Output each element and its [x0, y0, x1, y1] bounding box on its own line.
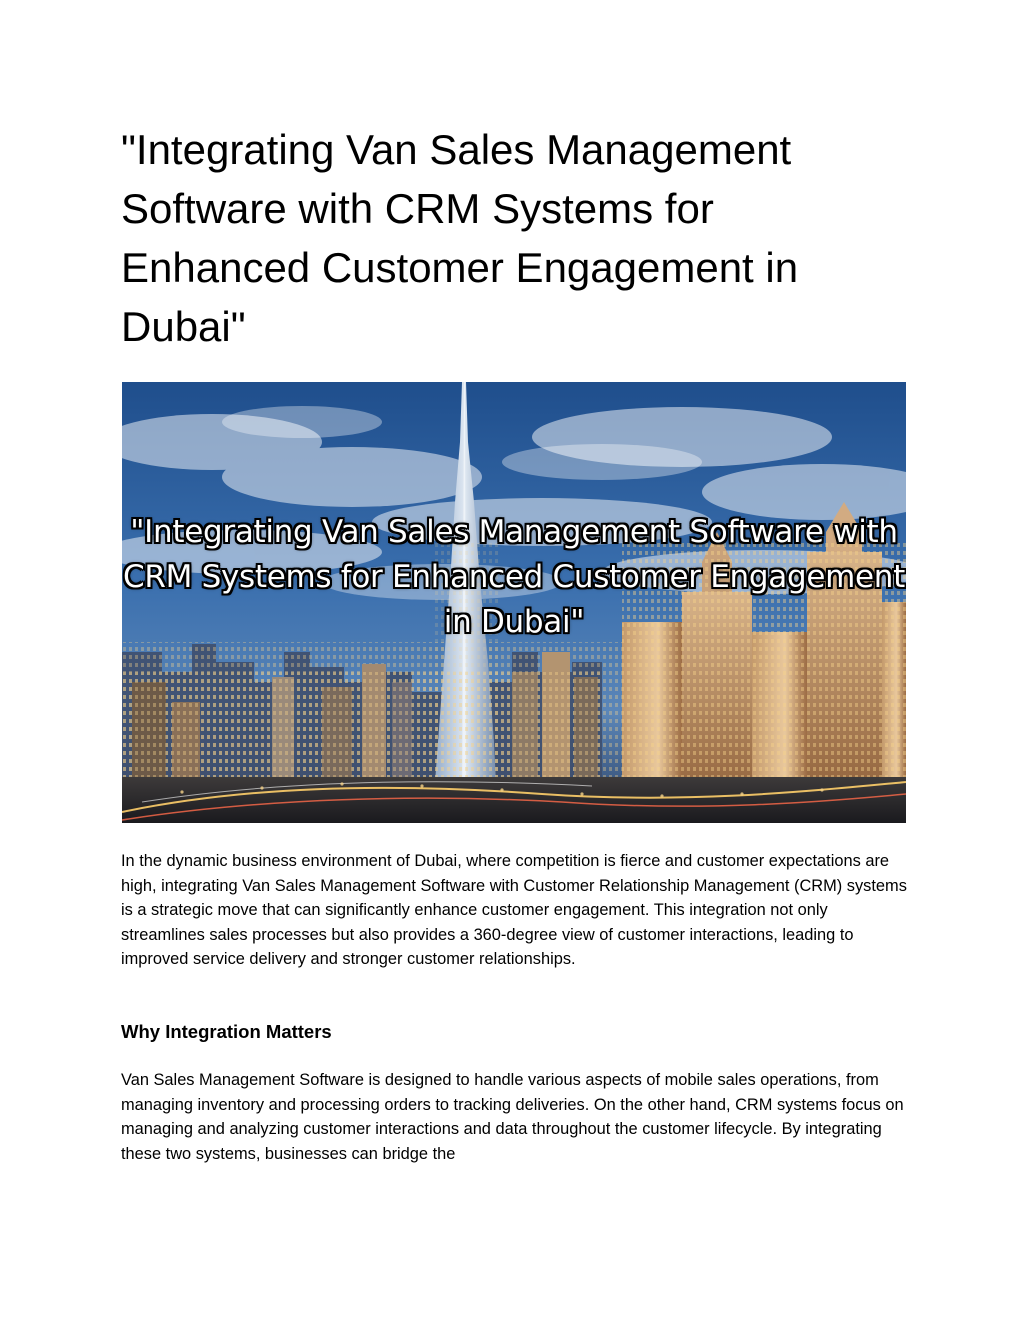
document-title: "Integrating Van Sales Management Software with CRM Systems for Enhanced Customer Engagement in Dubai" — [121, 126, 799, 350]
section-heading: Why Integration Matters — [121, 1021, 332, 1042]
intro-paragraph: In the dynamic business environment of Dubai, where competition is fierce and customer expectations are high, integrating Van Sales Management Software with Customer Relationship Management (CRM) systems is a strategic move that can significantly enhance customer engagement. This integration not only streamlines sales processes but also provides a 360-degree view of customer interactions, leading to improved service delivery and stronger customer relationships. — [121, 852, 907, 968]
hero-image — [122, 382, 906, 823]
section-paragraph: Van Sales Management Software is designed to handle various aspects of mobile sales operations, from managing inventory and processing orders to tracking deliveries. On the other hand, CRM systems focus on managing and analyzing customer interactions and data throughout the customer lifecycle. By integrating these two systems, businesses can bridge the — [121, 1071, 904, 1163]
hero-image-caption: "Integrating Van Sales Management Software with CRM Systems for Enhanced Customer Engagement in Dubai" — [122, 514, 905, 640]
